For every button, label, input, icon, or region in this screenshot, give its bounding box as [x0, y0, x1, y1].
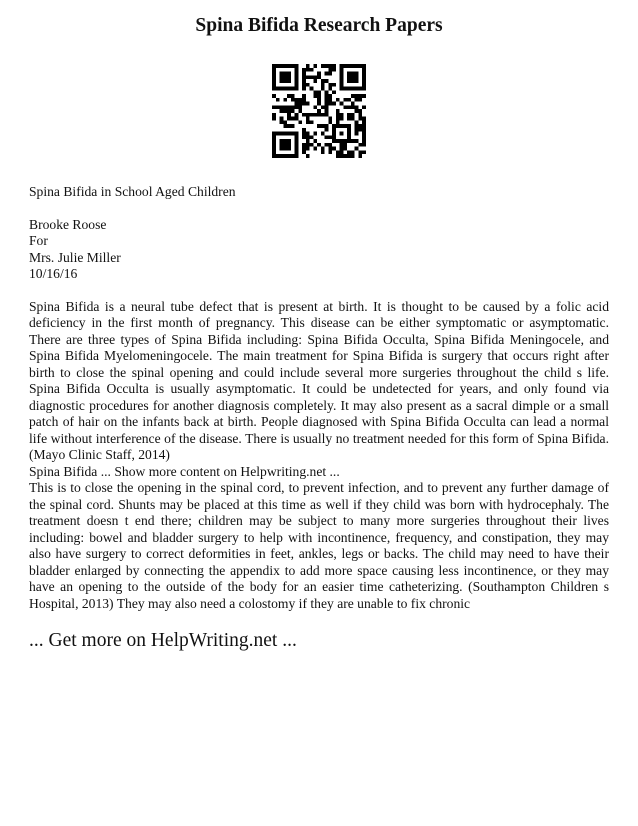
teacher-line: Mrs. Julie Miller [29, 249, 121, 265]
qr-code-icon [272, 64, 366, 158]
recipient-for-line: For [29, 233, 48, 248]
essay-heading: Spina Bifida in School Aged Children [29, 184, 236, 199]
date-line: 10/16/16 [29, 266, 78, 281]
paragraph-2: This is to close the opening in the spinal cord, to prevent infection, and to prevent any further damage of the spinal cord. Shunts may be placed at this time as well if they child was born with hydrocephaly. The treatment doesn t end there; children may be subject to many more surgeries throughout their lives including: bowel and bladder surgery to help with incontinence, frequency, and constipation, they may also have surgery to correct deformities in feet, ankles, legs or backs. The child may need to have their bladder enlarged by connecting the appendix to add more space causing less incontinence, or they may have an opening to the outside of the body for an easier time catheterizing. (Southampton Children s Hospital, 2013) They may also need a colostomy if they are unable to fix chronic [29, 480, 609, 611]
document-body [29, 184, 609, 612]
author-line: Brooke Roose [29, 216, 107, 232]
document-title: Spina Bifida Research Papers [195, 15, 443, 36]
show-more-line[interactable]: Spina Bifida ... Show more content on Helpwriting.net ... [29, 463, 340, 479]
paragraph-1: Spina Bifida is a neural tube defect that is present at birth. It is thought to be caused by a folic acid deficiency in the first month of pregnancy. This disease can be either symptomatic or asymptomatic. There are three types of Spina Bifida including: Spina Bifida Occulta, Spina Bifida Meningocele, and Spina Bifida Myelomeningocele. The main treatment for Spina Bifida is surgery that occurs right after birth to close the spinal opening and could include several more surgeries throughout the child s life. Spina Bifida Occulta is usually asymptomatic. It could be undetected for years, and only found via diagnostic procedures for another diagnosis completely. It may also present as a sacral dimple or a small patch of hair on the infants back at birth. People diagnosed with Spina Bifida Occulta can lead a normal life without interference of the disease. There is usually no treatment needed for this form of Spina Bifida. (Mayo Clinic Staff, 2014) [29, 298, 609, 462]
get-more-link[interactable]: ... Get more on HelpWriting.net ... [29, 630, 297, 651]
